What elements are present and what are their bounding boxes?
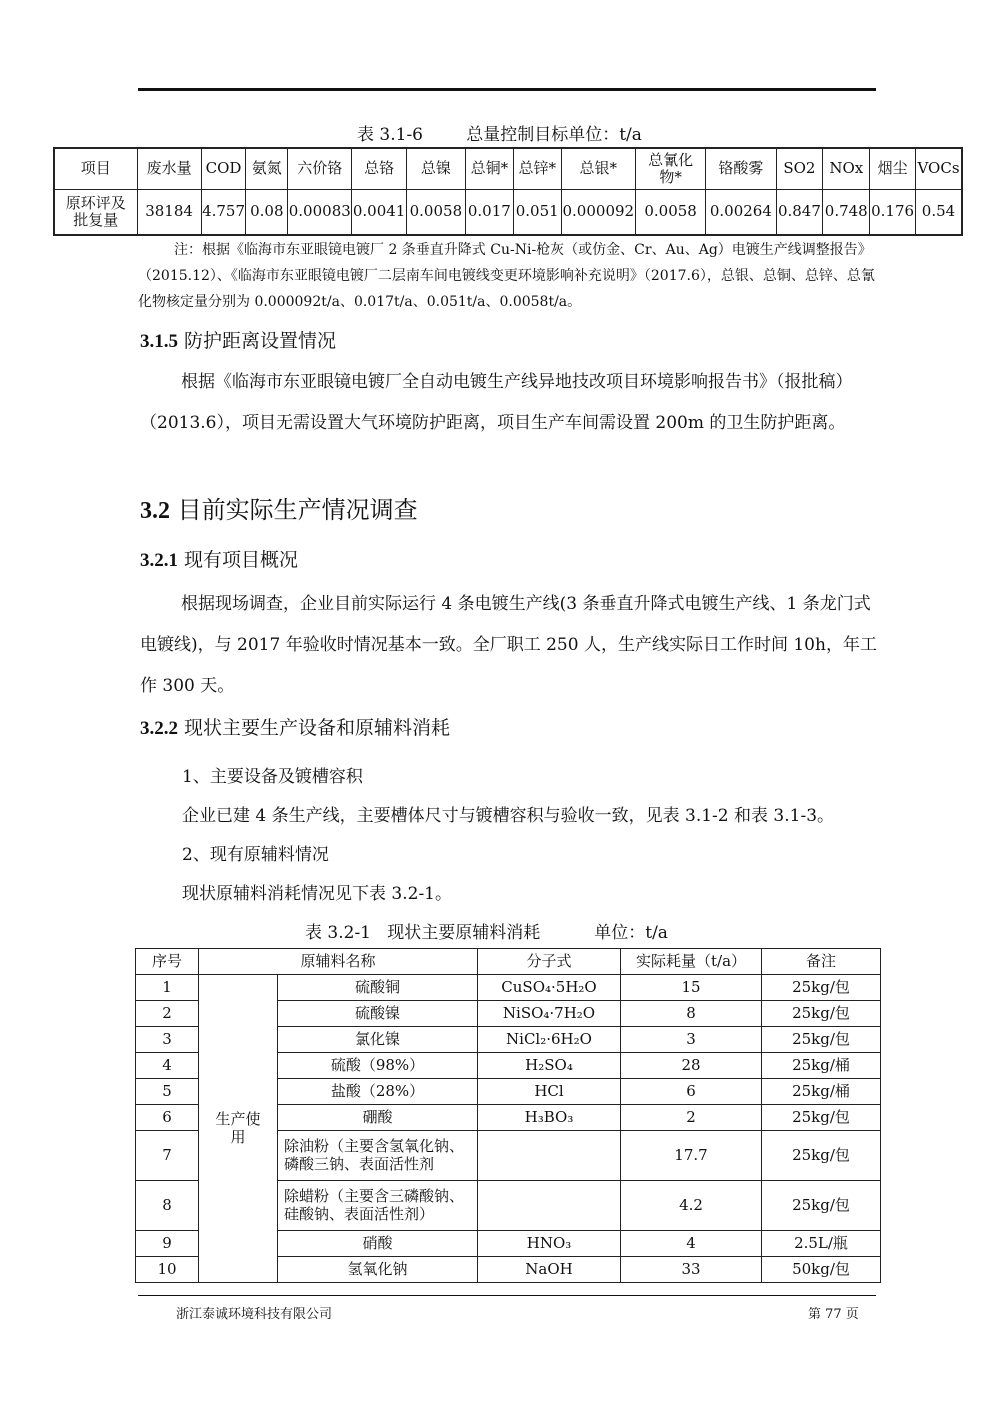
value-cell: 0.54	[916, 190, 962, 236]
material-name: 硫酸铜	[278, 975, 478, 1001]
section-heading-3-2	[140, 490, 418, 525]
table2-caption: 表 3.2-1 现状主要原辅料消耗 单位：t/a	[305, 923, 668, 943]
table-row	[54, 190, 962, 236]
material-name: 氢氧化钠	[278, 1257, 478, 1283]
remark: 25kg/包	[762, 1001, 881, 1027]
remark: 25kg/包	[762, 1131, 881, 1181]
formula	[478, 1131, 621, 1181]
quantity: 28	[621, 1053, 762, 1079]
header-cell: 序号	[136, 949, 199, 975]
row-no: 3	[136, 1027, 199, 1053]
section-heading-3-2-1	[140, 545, 298, 572]
group-cell: 生产使用	[199, 975, 278, 1283]
quantity: 4.2	[621, 1181, 762, 1231]
remark: 25kg/桶	[762, 1079, 881, 1105]
material-name: 除油粉（主要含氢氧化钠、磷酸三钠、表面活性剂	[278, 1131, 478, 1181]
section-title: 现有项目概况	[184, 549, 299, 571]
section-heading-3-2-2	[140, 713, 450, 740]
formula: HNO₃	[478, 1231, 621, 1257]
remark: 25kg/包	[762, 1181, 881, 1231]
table-header-row	[54, 148, 962, 190]
table-header-row	[136, 949, 881, 975]
table1-note: 注：根据《临海市东亚眼镜电镀厂 2 条垂直升降式 Cu-Ni-枪灰（或仿金、Cr、Au、Ag）电镀生产线调整报告》（2015.12）、《临海市东亚眼镜电镀厂二层南车间电镀线变更环境影响补充说明》（2017.6），总银、总铜、总锌、总氰化物核定量分别为 0.000092t/a、0.017t/a、0.051t/a、0.0058t/a。	[138, 242, 875, 310]
footer-rule	[138, 1295, 876, 1296]
row-no: 10	[136, 1257, 199, 1283]
table-row	[136, 975, 881, 1001]
remark: 25kg/包	[762, 975, 881, 1001]
formula	[478, 1181, 621, 1231]
row-label: 原环评及批复量	[54, 190, 137, 236]
remark: 25kg/桶	[762, 1053, 881, 1079]
value-cell: 0.000092	[561, 190, 635, 236]
header-cell: 原辅料名称	[199, 949, 478, 975]
material-name: 硫酸镍	[278, 1001, 478, 1027]
header-cell: 废水量	[137, 148, 201, 190]
section-heading-3-1-5	[140, 326, 336, 353]
quantity: 4	[621, 1231, 762, 1257]
remark: 25kg/包	[762, 1105, 881, 1131]
paragraph-item-1: 企业已建 4 条生产线，主要槽体尺寸与镀槽容积与验收一致，见表 3.1-2 和表 3.1-3。	[182, 806, 835, 826]
quantity: 2	[621, 1105, 762, 1131]
footer-company: 浙江泰诚环境科技有限公司	[176, 1307, 333, 1322]
section-title: 目前实际生产情况调查	[177, 496, 418, 524]
row-no: 1	[136, 975, 199, 1001]
remark: 25kg/包	[762, 1027, 881, 1053]
formula: NiSO₄·7H₂O	[478, 1001, 621, 1027]
row-no: 6	[136, 1105, 199, 1131]
row-no: 9	[136, 1231, 199, 1257]
header-cell: 总铜*	[465, 148, 513, 190]
header-cell: 实际耗量（t/a）	[621, 949, 762, 975]
section-title: 防护距离设置情况	[184, 330, 337, 352]
formula: HCl	[478, 1079, 621, 1105]
header-cell: VOCs	[916, 148, 962, 190]
material-name: 硝酸	[278, 1231, 478, 1257]
page-number: 第 77 页	[808, 1307, 859, 1322]
value-cell: 0.00264	[706, 190, 776, 236]
quantity: 15	[621, 975, 762, 1001]
material-name: 硼酸	[278, 1105, 478, 1131]
material-name: 硫酸（98%）	[278, 1053, 478, 1079]
formula: CuSO₄·5H₂O	[478, 975, 621, 1001]
header-cell: 烟尘	[870, 148, 916, 190]
quantity: 3	[621, 1027, 762, 1053]
value-cell: 0.08	[246, 190, 288, 236]
formula: H₃BO₃	[478, 1105, 621, 1131]
material-name: 除蜡粉（主要含三磷酸钠、硅酸钠、表面活性剂）	[278, 1181, 478, 1231]
value-cell: 0.0058	[635, 190, 705, 236]
quantity: 17.7	[621, 1131, 762, 1181]
section-number: 3.2.2	[140, 718, 178, 739]
paragraph-3-1-5: 根据《临海市东亚眼镜电镀厂全自动电镀生产线异地技改项目环境影响报告书》（报批稿）（2013.6），项目无需设置大气环境防护距离，项目生产车间需设置 200m 的卫生防护距离。	[140, 372, 853, 433]
paragraph-item-2: 现状原辅料消耗情况见下表 3.2-1。	[182, 884, 452, 904]
material-name: 氯化镍	[278, 1027, 478, 1053]
row-no: 4	[136, 1053, 199, 1079]
header-cell: 备注	[762, 949, 881, 975]
header-cell: 总铬	[352, 148, 406, 190]
formula: NiCl₂·6H₂O	[478, 1027, 621, 1053]
header-cell: 铬酸雾	[706, 148, 776, 190]
value-cell: 0.00083	[288, 190, 352, 236]
header-cell: 六价铬	[288, 148, 352, 190]
header-cell: 氨氮	[246, 148, 288, 190]
header-cell: SO2	[776, 148, 823, 190]
formula: NaOH	[478, 1257, 621, 1283]
remark: 50kg/包	[762, 1257, 881, 1283]
section-number: 3.1.5	[140, 331, 178, 352]
header-cell: 总银*	[561, 148, 635, 190]
list-item-1: 1、主要设备及镀槽容积	[182, 767, 363, 787]
remark: 2.5L/瓶	[762, 1231, 881, 1257]
section-title: 现状主要生产设备和原辅料消耗	[184, 717, 451, 739]
paragraph-3-2-1: 根据现场调查，企业目前实际运行 4 条电镀生产线(3 条垂直升降式电镀生产线、1 条龙门式电镀线)，与 2017 年验收时情况基本一致。全厂职工 250 人，生产线实际日工作时间 10h，年工作 300 天。	[140, 594, 877, 696]
value-cell: 0.0041	[352, 190, 406, 236]
value-cell: 0.0058	[406, 190, 465, 236]
row-no: 7	[136, 1131, 199, 1181]
header-cell: NOx	[823, 148, 870, 190]
value-cell: 0.176	[870, 190, 916, 236]
value-cell: 0.017	[465, 190, 513, 236]
materials-table	[135, 948, 881, 1283]
header-cell: 总镍	[406, 148, 465, 190]
header-cell: 项目	[54, 148, 137, 190]
value-cell: 38184	[137, 190, 201, 236]
material-name: 盐酸（28%）	[278, 1079, 478, 1105]
header-cell: 分子式	[478, 949, 621, 975]
header-cell: COD	[201, 148, 246, 190]
section-number: 3.2	[140, 498, 170, 524]
quantity: 8	[621, 1001, 762, 1027]
header-cell: 总锌*	[513, 148, 561, 190]
row-no: 5	[136, 1079, 199, 1105]
list-item-2: 2、现有原辅料情况	[182, 845, 329, 865]
header-cell: 总氰化物*	[635, 148, 705, 190]
table1-caption: 表 3.1-6 总量控制目标单位：t/a	[357, 125, 642, 145]
value-cell: 0.847	[776, 190, 823, 236]
total-control-table	[53, 147, 963, 236]
section-number: 3.2.1	[140, 550, 178, 571]
quantity: 33	[621, 1257, 762, 1283]
formula: H₂SO₄	[478, 1053, 621, 1079]
quantity: 6	[621, 1079, 762, 1105]
row-no: 2	[136, 1001, 199, 1027]
value-cell: 4.757	[201, 190, 246, 236]
row-no: 8	[136, 1181, 199, 1231]
header-rule	[138, 88, 876, 91]
value-cell: 0.051	[513, 190, 561, 236]
value-cell: 0.748	[823, 190, 870, 236]
